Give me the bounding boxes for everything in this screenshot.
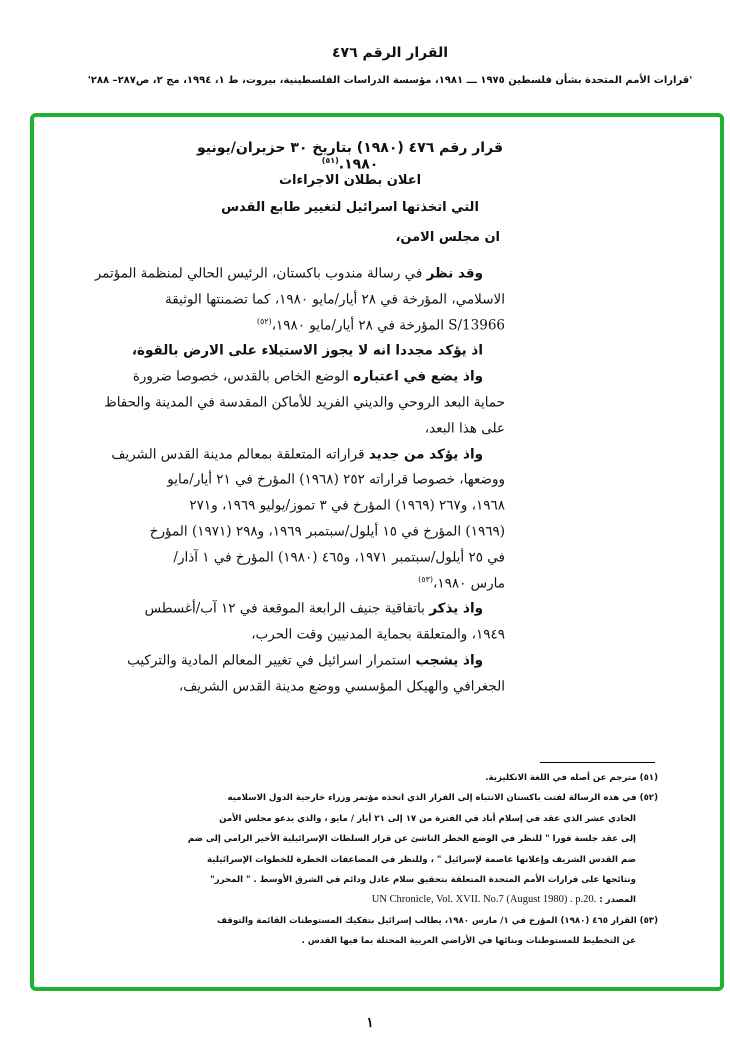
body-line [132, 360, 505, 386]
body-line [149, 515, 505, 541]
footnote-text: ضم القدس الشريف وإعلانها عاصمة لإسرائيل " ، وللنظر في المضاعفات الخطرة للخطوات الإسرائيلية [207, 854, 636, 865]
footnote-line [227, 788, 658, 808]
body-line [104, 386, 505, 412]
line-text: حماية البعد الروحي والديني الفريد للأماكن المقدسة في المدينة والحفاظ [104, 394, 505, 411]
line-text: (١٩٦٩) المؤرخ في ١٥ أيلول/سبتمبر ١٩٦٩، و٢٩٨ (١٩٧١) المؤرخ [149, 523, 505, 540]
footnote-line [187, 829, 658, 849]
resolution-opening: ان مجلس الامن، [395, 230, 500, 245]
line-text: ووضعها، خصوصا قراراته ٢٥٢ (١٩٦٨) المؤرخ في ٢١ أيار/مايو [167, 471, 505, 488]
resolution-subtitle-1: اعلان بطلان الاجراءات [278, 173, 422, 188]
body-line [94, 257, 505, 283]
line-text: استمرار اسرائيل في تغيير المعالم المادية والتركيب [127, 652, 416, 669]
footnote-line [217, 911, 658, 931]
line-text: باتفاقية جنيف الرابعة الموقعة في ١٢ آب/أغسطس [144, 600, 430, 617]
footnote-line [219, 809, 658, 829]
footnote-text: ونتائجها على قرارات الأمم المتحدة المتعلقة بتحقيق سلام عادل ودائم في الشرق الأوسط . " المحرر" [210, 874, 636, 885]
footnote-text: عن التخطيط للمستوطنات وبنائها في الأراضي العربية المحتلة بما فيها القدس . [301, 936, 636, 947]
body-line [167, 463, 505, 489]
body-line [190, 412, 505, 438]
lead-phrase: واذ يذكر [429, 600, 483, 617]
line-text: ١٩٦٨، و٢٦٧ (١٩٦٩) المؤرخ في ٣ تموز/يوليو ١٩٦٩، و٢٧١ [189, 497, 505, 514]
lead-phrase: وقد نظر [426, 265, 483, 282]
line-text: على هذا البعد، [424, 420, 505, 437]
body-line [144, 592, 505, 618]
footnote-text: (٥٣) القرار ٤٦٥ (١٩٨٠) المؤرخ في ١/ مارس ١٩٨٠، يطالب إسرائيل بتفكيك المستوطنات القائمة والتوقف [217, 915, 658, 926]
line-text: في رسالة مندوب باكستان، الرئيس الحالي لمنظمة المؤتمر [94, 265, 427, 282]
body-line [190, 309, 505, 335]
footnote-ref: (٥٣) [418, 574, 433, 584]
footnote-text: (٥٢) في هذه الرسالة لفتت باكستان الانتباه إلى القرار الذي اتخذه مؤتمر وزراء خارجية الدول الاسلاميه [227, 793, 658, 804]
footnote-citation: UN Chronicle, Vol. XVII. No.7 (August 1980) . p.20. [371, 894, 597, 906]
footnote-text: إلى عقد جلسة فورا " للنظر في الوضع الخطر الناشئ عن قرار السلطات الإسرائيلية الأخير الرامي إلى ضم [187, 834, 636, 845]
line-text: ١٩٤٩، والمتعلقة بحماية المدنيين وقت الحرب، [251, 626, 505, 643]
footnote-line [230, 931, 658, 951]
body-line [165, 283, 505, 309]
resolution-title-text: قرار رقم ٤٧٦ (١٩٨٠) بتاريخ ٣٠ حزيران/يونيو ١٩٨٠. [197, 140, 503, 173]
body-line [131, 334, 505, 360]
footnote-line [207, 850, 658, 870]
page-header-source: 'قرارات الأمم المتحدة بشأن فلسطين ١٩٧٥ ـــ ١٩٨١، مؤسسة الدراسات الفلسطينية، بيروت، ط ١، ١٩٩٤، مج ٢، ص٢٨٧– ٢٨٨' [87, 75, 693, 86]
page-number: ١ [366, 1015, 374, 1031]
footnote-line [230, 768, 658, 788]
line-text: S/13966 المؤرخة في ٢٨ أيار/مايو ١٩٨٠، [271, 317, 505, 334]
line-text: الاسلامي، المؤرخة في ٢٨ أيار/مايو ١٩٨٠، كما تضمنتها الوثيقة [165, 291, 505, 308]
line-text: الجغرافي والهيكل المؤسسي ووضع مدينة القدس الشريف، [178, 678, 505, 695]
line-text: قراراته المتعلقة بمعالم مدينة القدس الشريف [111, 446, 369, 463]
page-header-title: القرار الرقم ٤٧٦ [332, 45, 448, 61]
line-text: مارس ١٩٨٠، [432, 575, 505, 592]
resolution-subtitle-2: التي اتخذتها اسرائيل لتغيير طابع القدس [221, 200, 479, 215]
resolution-body [94, 257, 505, 696]
body-line [190, 489, 505, 515]
footnote-text: المصدر : [599, 895, 636, 906]
lead-phrase: واذ يشجب [415, 652, 483, 669]
line-text: في ٢٥ أيلول/سبتمبر ١٩٧١، و٤٦٥ (١٩٨٠) المؤرخ في ١ آذار/ [173, 549, 505, 566]
body-line [111, 438, 505, 464]
footnotes [187, 768, 658, 952]
body-line [127, 644, 505, 670]
body-line [173, 541, 505, 567]
footnote-line [230, 890, 658, 910]
body-line [190, 618, 505, 644]
footnote-text: الحادي عشر الذي عقد في إسلام أباد في الفترة من ١٧ إلى ٢١ أيار / مايو ، والذي يدعو مجلس الأمن [219, 813, 636, 824]
line-text: الوضع الخاص بالقدس، خصوصا ضرورة [132, 368, 354, 385]
lead-phrase: اذ يؤكد مجددا انه لا يجوز الاستيلاء على الارض بالقوة، [131, 342, 483, 359]
lead-phrase: واذ يضع في اعتباره [353, 368, 483, 385]
lead-phrase: واذ يؤكد من جديد [368, 446, 483, 463]
body-line [178, 670, 505, 696]
resolution-title [180, 140, 520, 173]
footnote-ref: (٥٢) [256, 316, 272, 326]
footnote-separator [540, 762, 655, 763]
footnote-line [210, 870, 658, 890]
body-line [190, 567, 505, 593]
footnote-text: (٥١) مترجم عن أصله في اللغة الانكليزية. [485, 773, 658, 783]
footnote-ref: (٥١) [321, 156, 339, 165]
